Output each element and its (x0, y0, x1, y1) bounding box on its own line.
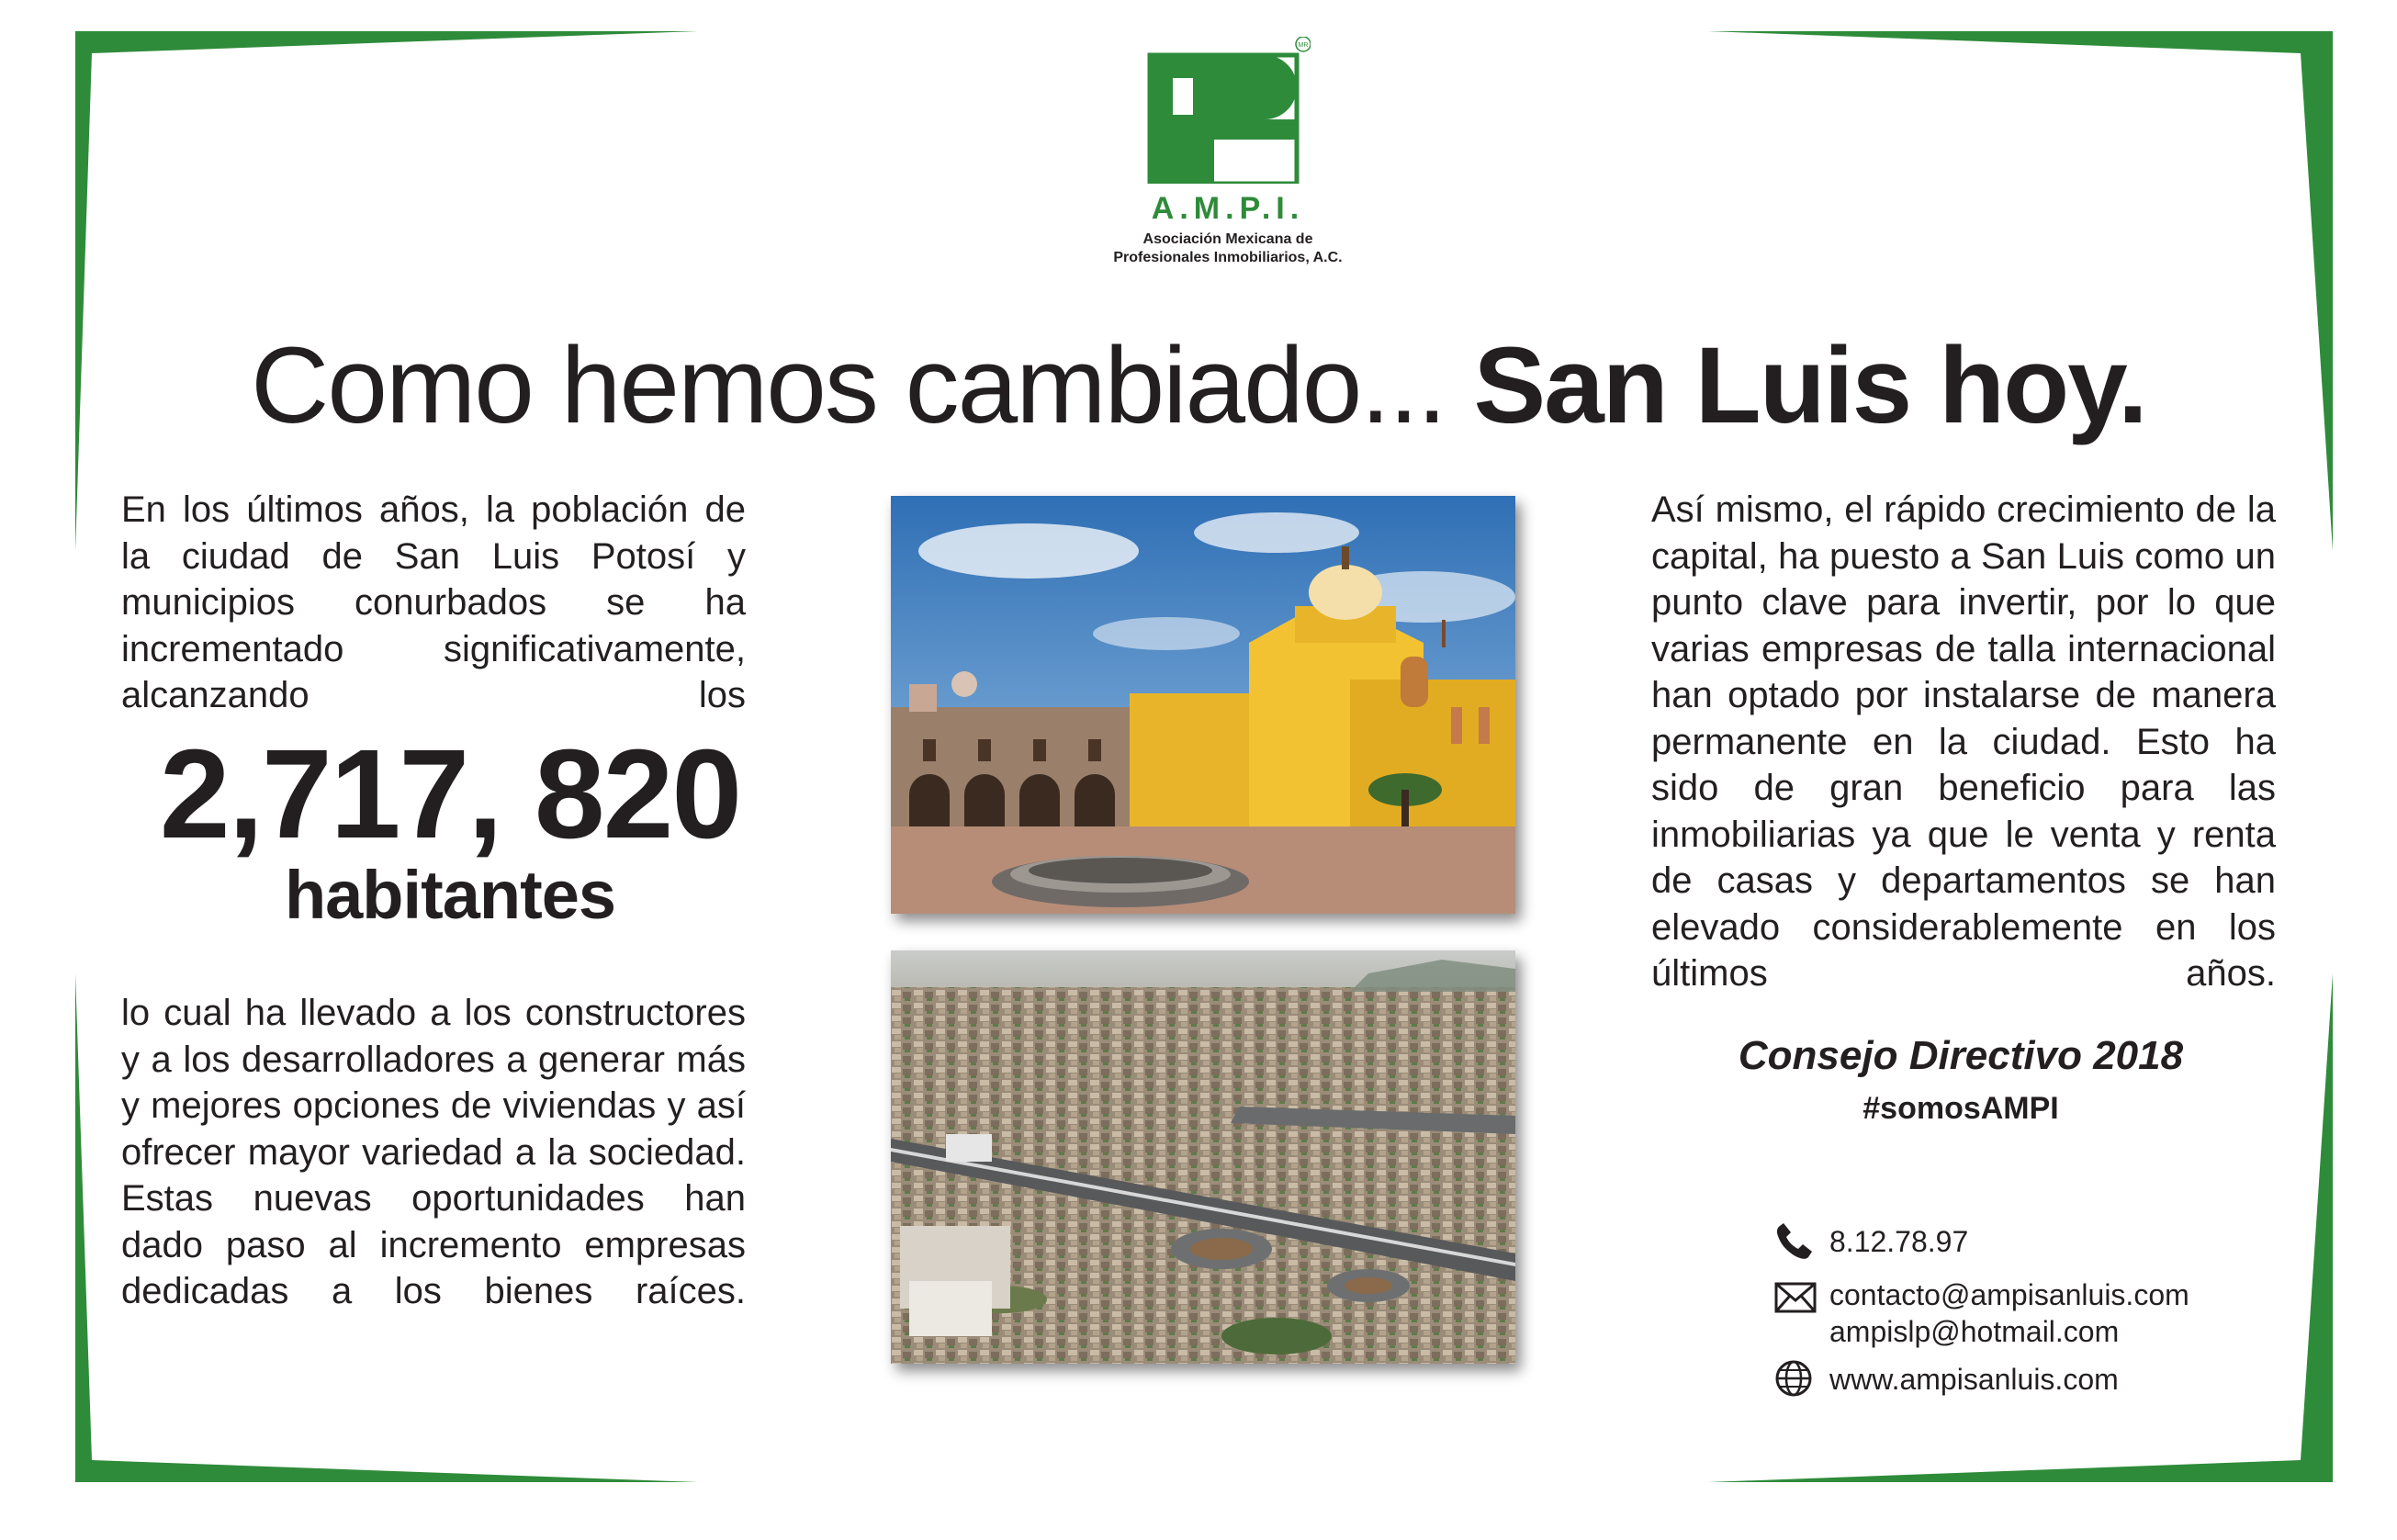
developers-paragraph: lo cual ha llevado a los constructores y a los desarrolladores a generar más y mejores opciones de viviendas y así ofrecer mayor variedad a la sociedad. Estas nuevas oportunidades han dado paso al incremento empresas dedicadas a los bienes raíces. (121, 993, 746, 1311)
population-label: habitantes (284, 857, 616, 933)
contact-website (1774, 1361, 2119, 1398)
ampi-logo (1113, 37, 1343, 285)
website-link[interactable]: www.ampisanluis.com (1829, 1363, 2119, 1396)
globe-icon (1774, 1359, 1813, 1398)
title-bold: San Luis hoy. (1473, 325, 2146, 446)
page-title (0, 321, 2397, 450)
email-primary[interactable]: contacto@ampisanluis.com (1829, 1278, 2189, 1311)
contact-phone (1774, 1223, 1968, 1260)
signature-block (1653, 1029, 2268, 1133)
logo-acronym: A.M.P.I. (1151, 191, 1305, 226)
title-light: Como hemos cambiado... (251, 325, 1474, 446)
population-number: 2,717, 820 (159, 724, 741, 865)
registered-mark: MR (1298, 42, 1309, 49)
phone-number[interactable]: 8.12.78.97 (1829, 1225, 1969, 1258)
ampi-logo-mark (1145, 37, 1311, 184)
envelope-icon (1774, 1282, 1817, 1313)
intro-paragraph: En los últimos años, la población de la ciudad de San Luis Potosí y municipios conurbados se ha incrementado significativamente, alcanzando los (121, 489, 746, 715)
signature-title: Consejo Directivo 2018 (1738, 1033, 2184, 1078)
city-aerial-photo (891, 950, 1515, 1364)
church-plaza-photo (891, 496, 1515, 914)
hashtag: #somosAMPI (1862, 1091, 2059, 1126)
email-secondary[interactable]: ampislp@hotmail.com (1829, 1315, 2120, 1348)
contact-email (1774, 1276, 2189, 1350)
phone-icon (1774, 1220, 1815, 1260)
logo-name-line1: Asociación Mexicana de (1142, 231, 1313, 247)
logo-name-line2: Profesionales Inmobiliarios, A.C. (1113, 250, 1343, 265)
investment-paragraph: Así mismo, el rápido crecimiento de la capital, ha puesto a San Luis como un punto clave para invertir, por lo que varias empresas de talla internacional han optado por instalarse de manera permanente en la ciudad. Esto ha sido de gran beneficio para las inmobiliarias ya que le venta y renta de casas y departamentos se han elevado considerablemente en los últimos años. (1651, 489, 2276, 994)
